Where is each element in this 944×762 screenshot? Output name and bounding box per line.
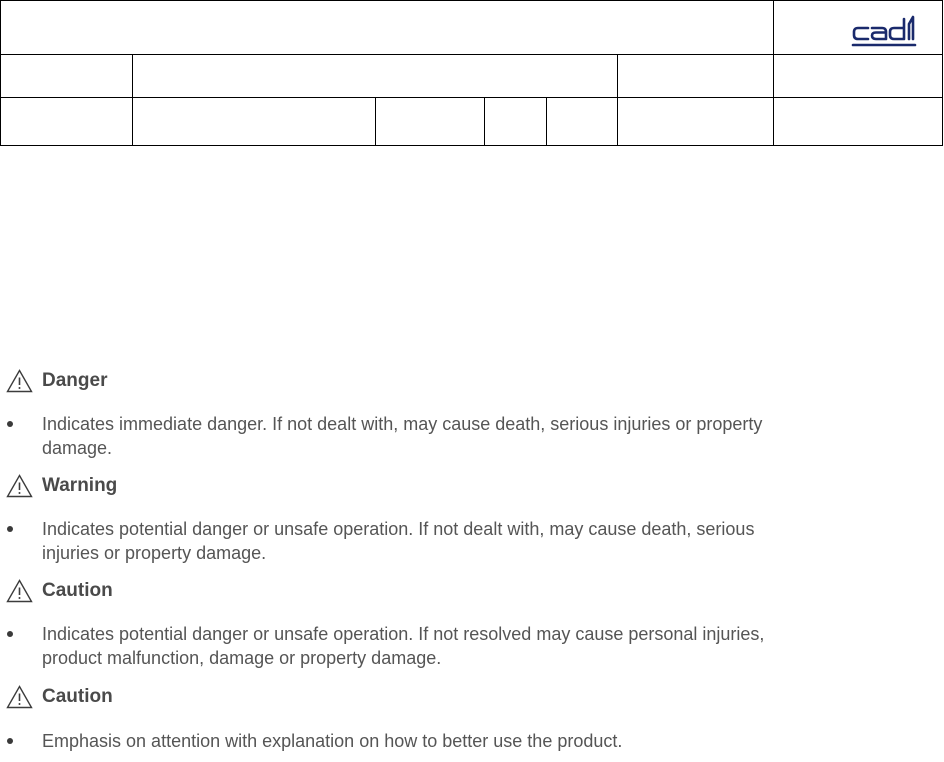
table-row-divider-1	[0, 54, 943, 55]
notice-title: Danger	[42, 370, 108, 391]
bullet-dot	[7, 631, 13, 637]
warning-triangle-icon	[6, 579, 33, 603]
notice-title: Caution	[42, 580, 113, 601]
warning-triangle-icon	[6, 474, 33, 498]
notice-heading	[6, 684, 113, 710]
warning-triangle-icon	[6, 685, 33, 709]
logo-cell	[773, 0, 943, 54]
notice-heading	[6, 473, 117, 499]
document-header-table	[0, 0, 943, 146]
notice-heading	[6, 578, 113, 604]
notice-description: Emphasis on attention with explanation on how to better use the product.	[42, 731, 623, 751]
notice-heading	[6, 368, 107, 394]
notice-description: Indicates immediate danger. If not dealt with, may cause death, serious injuries or property damage.	[42, 414, 763, 458]
table-col-divider-3	[375, 97, 376, 146]
bullet-dot	[7, 421, 13, 427]
table-border-bottom	[0, 145, 943, 146]
cadi-logo	[851, 14, 931, 48]
bullet-dot	[7, 738, 13, 744]
warning-triangle-icon	[6, 369, 33, 393]
notice-description: Indicates potential danger or unsafe operation. If not dealt with, may cause death, serious injuries or property damage.	[42, 519, 755, 563]
table-row-divider-2	[0, 97, 943, 98]
table-col-divider-5	[546, 97, 547, 146]
table-col-divider-2	[617, 54, 618, 146]
notice-description: Indicates potential danger or unsafe operation. If not resolved may cause personal injuries, product malfunction, damage or property damage.	[42, 624, 765, 668]
table-col-divider-4	[484, 97, 485, 146]
table-border-left	[0, 0, 1, 146]
notice-title: Caution	[42, 686, 113, 707]
bullet-dot	[7, 526, 13, 532]
notice-title: Warning	[42, 475, 118, 496]
table-col-divider-1	[132, 54, 133, 146]
